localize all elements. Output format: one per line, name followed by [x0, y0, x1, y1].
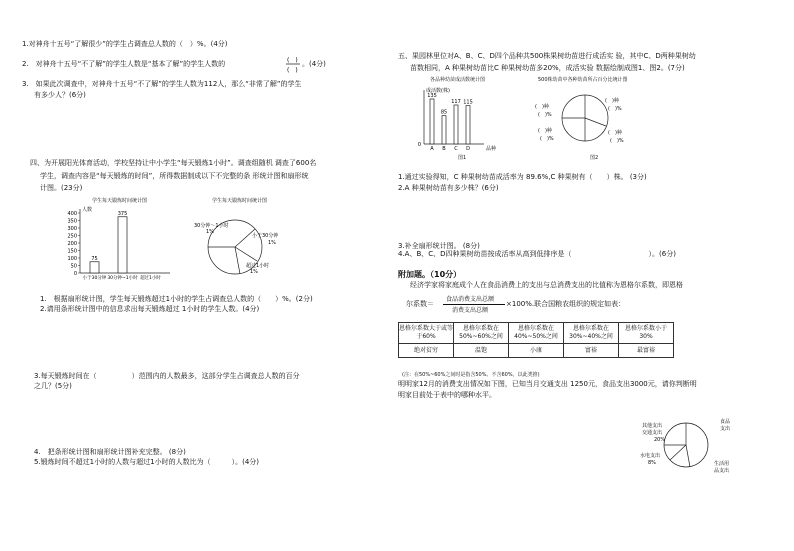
left-q5b: 5.锻炼时间不超过1小时的人数与超过1小时的人数比为（ ）。(4分)	[34, 458, 260, 466]
pie-label-30-60: 30分钟～1小时	[194, 223, 229, 229]
pie-chart-title: 学生每天锻炼时间统计图	[212, 198, 268, 204]
table-cell: 绝对贫穷	[399, 344, 454, 358]
left-q1b: 1. 根据扇形统计图，学生每天锻炼超过1小时的学生占调查总人数的（ ）%。(2分)	[40, 295, 313, 303]
bar-value-label: 375	[117, 210, 128, 217]
section4-line3: 计图。(23分)	[40, 184, 83, 192]
seedling-pie-chart	[530, 84, 640, 154]
bar	[442, 116, 446, 144]
fig1-caption: 图1	[458, 155, 467, 161]
right-q4: 4.A、B、C、D四种果树幼苗按成活率从高到低排序是（ ）。(6分)	[398, 250, 676, 258]
left-q3b-line1: 3.每天锻炼时间在（ ）范围内的人数最多，这部分学生占调查总人数的百分	[34, 372, 300, 380]
pie-pct-c: 1%	[250, 269, 258, 275]
exercise-pie-chart	[180, 205, 290, 285]
svg-text:( )%: ( )%	[608, 106, 622, 112]
svg-text:( )种: ( )种	[605, 98, 619, 104]
svg-text:其他支出: 其他支出	[642, 423, 663, 429]
table-cell: 最富裕	[619, 344, 674, 358]
bar-value-label: 75	[91, 255, 98, 262]
left-q3-line1: 3. 如果此次调查中，对神舟十五号“不了解”的学生人数为112人，那么“非常了解”的学生	[22, 80, 302, 88]
pie-label-over1h: 超过1小时	[246, 263, 270, 269]
bar-value-label: 135	[427, 93, 437, 99]
section5-line2: 苗数相同，A 种果树幼苗比C 种果树幼苗多20%，成活实验 数据绘制成图1、图2。(7分)	[410, 64, 685, 72]
y-tick-label: 0	[73, 271, 77, 277]
bonus-line2: 明明家12月的消费支出情况如下图，已知当月交通支出 1250元，食品支出3000元，请你判断明	[398, 380, 697, 388]
svg-text:水电支出: 水电支出	[640, 453, 661, 459]
table-cell: 小康	[509, 344, 564, 358]
y-tick-label: 100	[67, 256, 77, 262]
bar	[90, 262, 99, 273]
x-tick-label: 超过1小时	[140, 276, 161, 281]
svg-text:( ): ( )	[287, 57, 298, 64]
table-cell: 温饱	[454, 344, 509, 358]
left-q1: 1.对神舟十五号“了解很少”的学生占调查总人数的（ ）%。(4分)	[22, 40, 228, 48]
table-cell: 恩格尔系数在40%~50%之间	[509, 323, 564, 344]
right-q2: 2.A 种果树幼苗有多少株？(6分)	[398, 184, 499, 192]
svg-text:( )种: ( )种	[538, 128, 552, 134]
bar-chart-title: 学生每天锻炼时间统计图	[92, 198, 148, 204]
left-q2b: 2.请用条形统计图中的信息求出每天锻炼超过 1小时的学生人数。(4分)	[40, 305, 260, 313]
svg-text:交通支出: 交通支出	[642, 430, 663, 436]
y-origin-label: 0	[417, 142, 421, 148]
bar	[118, 217, 127, 273]
section4-line1: 四、为开展阳光体育活动，学校坚持让中小学生“每天锻炼1小时”。调查组随机 调查了600名	[30, 159, 317, 167]
seedling-bar-chart	[412, 84, 507, 154]
fig2-title: 500株幼苗中各种幼苗所占百分比统计图	[538, 77, 628, 83]
y-axis-label: 人数	[82, 207, 93, 213]
bar-value-label: 117	[451, 99, 461, 105]
right-q1: 1.通过实验得知，C 种果树幼苗成活率为 89.6%,C 种果树有（ ）株。 (3分)	[398, 173, 647, 181]
svg-text:( )%: ( )%	[610, 138, 624, 144]
formula-bar	[443, 304, 505, 305]
engel-table	[398, 322, 674, 358]
table-note: (注：在50%~60%之间时是指含50%、不含60%，以此类推)	[402, 372, 540, 378]
formula-tail: ×100%.联合国粮农组织的规定如表：	[506, 300, 626, 308]
svg-text:( )种: ( )种	[535, 104, 549, 110]
y-tick-label: 200	[67, 241, 77, 247]
bonus-line3: 明家目前处于表中的哪种水平。	[398, 391, 496, 399]
svg-text:( )%: ( )%	[538, 112, 552, 118]
table-cell: 恩格尔系数在30%~40%之间	[564, 323, 619, 344]
svg-text:( ): ( )	[287, 67, 298, 74]
svg-text:20%: 20%	[654, 437, 666, 443]
x-tick-label: C	[454, 146, 458, 152]
bar	[466, 106, 470, 144]
section5-line1: 五、果园林里位对A、B、C、D四个品种共500株果树幼苗进行成活实 验，其中C、D两种果树幼	[398, 52, 696, 60]
bar-value-label: 115	[463, 99, 473, 106]
fraction-blank	[284, 56, 302, 74]
left-q2-tail: 。(4分)	[302, 60, 326, 68]
pie-pct-a: 1%	[206, 229, 214, 235]
svg-text:8%: 8%	[648, 460, 656, 466]
svg-text:支出: 支出	[720, 426, 731, 432]
x-axis-label: 品种	[486, 146, 497, 152]
y-axis-label: 成活数(株)	[426, 88, 450, 94]
svg-text:( )%: ( )%	[540, 136, 554, 142]
bar	[430, 99, 434, 144]
y-tick-label: 350	[67, 218, 77, 225]
left-q3-line2: 有多少人？(6分)	[34, 91, 86, 99]
left-q2: 2. 对神舟十五号“不了解”的学生人数是“基本了解”的学生人数的	[22, 60, 226, 68]
table-cell: 恩格尔系数小于30%	[619, 323, 674, 344]
formula-numerator: 食品消费支出总额	[446, 296, 495, 303]
expense-pie-chart	[630, 415, 750, 477]
y-tick-label: 300	[67, 226, 77, 232]
section4-line2: 学生，调查内容是“每天锻炼的时间”，所得数据制成以下不完整的条 形统计图和扇形统	[40, 172, 309, 180]
right-q3: 3.补全扇形统计图。 (8分)	[398, 242, 480, 250]
y-tick-label: 150	[67, 248, 77, 255]
y-tick-label: 50	[70, 263, 77, 270]
svg-text:食品: 食品	[720, 419, 731, 425]
bar	[454, 105, 458, 144]
x-tick-label: 小于30分钟	[82, 276, 107, 281]
x-tick-label: A	[430, 146, 434, 152]
bonus-line1: 经济学家将家庭成个人在食品消费上的支出与总消费支出的比值称为恩格尔系数，即恩格	[410, 281, 683, 289]
x-tick-label: B	[442, 146, 446, 152]
fig1-title: 各品种幼苗成活数统计图	[430, 77, 486, 83]
left-q3b-line2: 之几？(5分)	[34, 382, 72, 390]
pie-pct-b: 1%	[268, 240, 276, 246]
y-tick-label: 250	[67, 233, 77, 240]
bar-value-label: 85	[440, 109, 448, 116]
x-tick-label: D	[466, 146, 470, 152]
formula-denominator: 消费支出总额	[452, 307, 489, 314]
bonus-title: 附加题。（10分）	[398, 270, 462, 279]
table-cell: 恩格尔系数大于或等于60%	[399, 323, 454, 344]
svg-text:品支出: 品支出	[714, 468, 730, 474]
table-cell: 富裕	[564, 344, 619, 358]
pie-label-under30: 小于30分钟	[252, 233, 279, 239]
left-q4b: 4. 把条形统计图和扇形统计图补充完整。 (8分)	[34, 448, 186, 456]
table-cell: 恩格尔系数在50%~60%之间	[454, 323, 509, 344]
fig2-caption: 图2	[590, 155, 599, 161]
x-tick-label: 30分钟~1小时	[107, 276, 138, 281]
exercise-bar-chart	[58, 205, 188, 285]
y-tick-label: 400	[67, 211, 77, 217]
svg-text:( )种: ( )种	[608, 130, 622, 136]
formula-left: 尔系数＝	[406, 300, 434, 308]
svg-text:生活用: 生活用	[714, 461, 730, 467]
